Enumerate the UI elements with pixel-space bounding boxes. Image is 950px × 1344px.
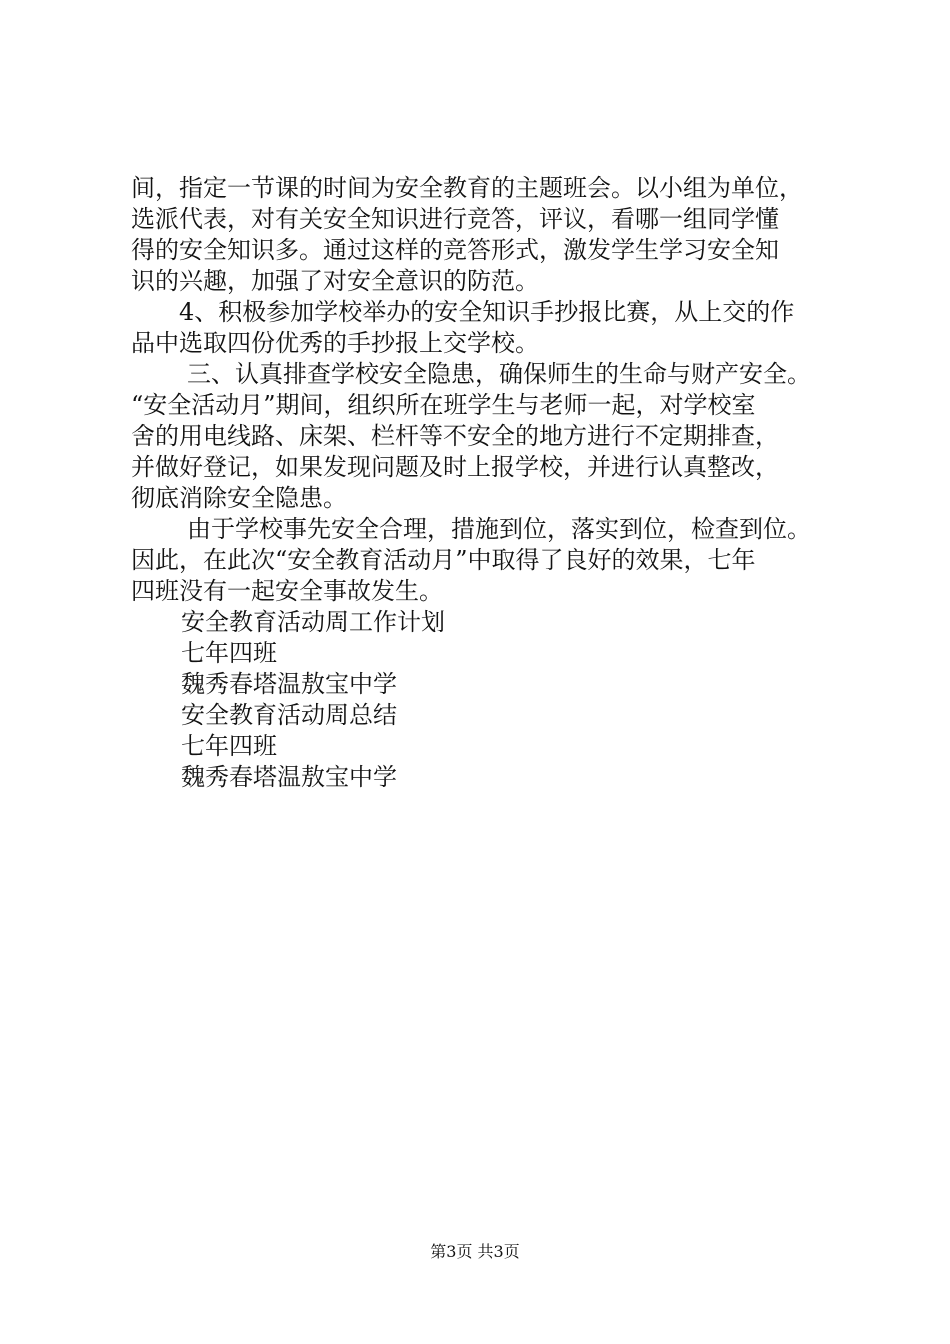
page-footer <box>0 1242 950 1262</box>
text-line: 魏秀春塔温敖宝中学 <box>181 763 397 791</box>
text-line: 选派代表，对有关安全知识进行竞答，评议，看哪一组同学懂 <box>131 205 779 233</box>
text-line: 识的兴趣，加强了对安全意识的防范。 <box>131 267 539 295</box>
text-line: 并做好登记，如果发现问题及时上报学校，并进行认真整改， <box>131 453 779 481</box>
document-body <box>131 173 851 793</box>
text-line: 安全教育活动周工作计划 <box>181 608 445 636</box>
text-line: 间，指定一节课的时间为安全教育的主题班会。以小组为单位， <box>131 174 803 202</box>
text-line: 舍的用电线路、床架、栏杆等不安全的地方进行不定期排查， <box>131 422 779 450</box>
text-line: 七年四班 <box>181 639 277 667</box>
text-line: 得的安全知识多。通过这样的竞答形式，激发学生学习安全知 <box>131 236 779 264</box>
text-line: 4、积极参加学校举办的安全知识手抄报比赛，从上交的作 <box>179 298 795 326</box>
text-line: 品中选取四份优秀的手抄报上交学校。 <box>131 329 539 357</box>
text-line: 魏秀春塔温敖宝中学 <box>181 670 397 698</box>
text-line: 七年四班 <box>181 732 277 760</box>
text-line: 彻底消除安全隐患。 <box>131 484 347 512</box>
text-line: “安全活动月”期间，组织所在班学生与老师一起，对学校室 <box>131 391 756 419</box>
text-line: 四班没有一起安全事故发生。 <box>131 577 443 605</box>
text-line: 三、认真排查学校安全隐患，确保师生的生命与财产安全。 <box>187 360 811 388</box>
text-line: 安全教育活动周总结 <box>181 701 397 729</box>
page-number-label: 第3页 共3页 <box>430 1242 520 1261</box>
text-line: 由于学校事先安全合理，措施到位，落实到位，检查到位。 <box>187 515 811 543</box>
text-line: 因此，在此次“安全教育活动月”中取得了良好的效果，七年 <box>131 546 756 574</box>
